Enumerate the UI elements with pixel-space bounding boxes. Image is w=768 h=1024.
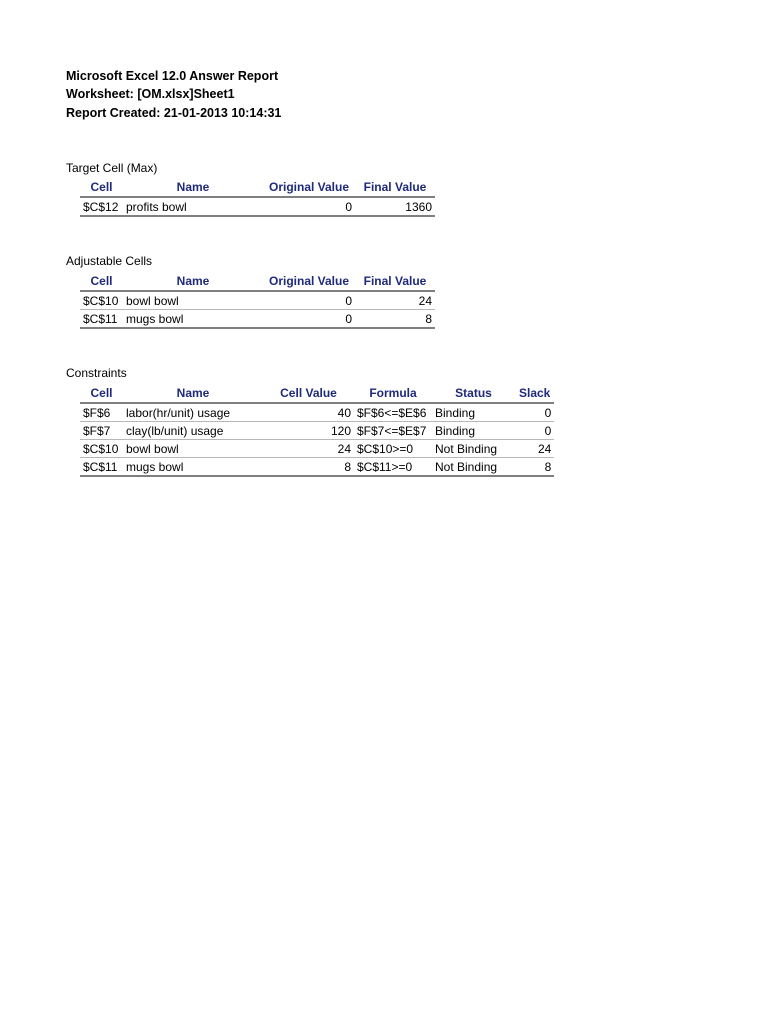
cell-value: 120 bbox=[263, 422, 354, 440]
table-row bbox=[80, 197, 435, 216]
column-header-name: Name bbox=[123, 272, 263, 291]
cell-ref: $F$7 bbox=[80, 422, 123, 440]
final-value: 8 bbox=[355, 310, 435, 329]
cell-value: 24 bbox=[263, 440, 354, 458]
table-row bbox=[80, 291, 435, 310]
column-header-final-value: Final Value bbox=[355, 178, 435, 197]
column-header-original-value: Original Value bbox=[263, 272, 355, 291]
cell-ref: $C$11 bbox=[80, 458, 123, 477]
table-header-row bbox=[80, 384, 554, 403]
original-value: 0 bbox=[263, 310, 355, 329]
column-header-cell: Cell bbox=[80, 178, 123, 197]
table-header-row bbox=[80, 178, 435, 197]
cell-name: bowl bowl bbox=[123, 291, 263, 310]
adjustable-cells-table bbox=[80, 272, 435, 329]
adjustable-cells-title: Adjustable Cells bbox=[66, 254, 153, 268]
cell-ref: $F$6 bbox=[80, 403, 123, 422]
status: Binding bbox=[432, 422, 515, 440]
target-cell-title: Target Cell (Max) bbox=[66, 161, 158, 175]
status: Binding bbox=[432, 403, 515, 422]
column-header-final-value: Final Value bbox=[355, 272, 435, 291]
slack: 0 bbox=[515, 422, 554, 440]
target-cell-table bbox=[80, 178, 435, 217]
column-header-slack: Slack bbox=[515, 384, 554, 403]
table-header-row bbox=[80, 272, 435, 291]
formula: $C$10>=0 bbox=[354, 440, 432, 458]
column-header-cell-value: Cell Value bbox=[263, 384, 354, 403]
cell-name: labor(hr/unit) usage bbox=[123, 403, 263, 422]
cell-name: profits bowl bbox=[123, 197, 263, 216]
formula: $F$7<=$E$7 bbox=[354, 422, 432, 440]
cell-ref: $C$12 bbox=[80, 197, 123, 216]
cell-name: clay(lb/unit) usage bbox=[123, 422, 263, 440]
slack: 0 bbox=[515, 403, 554, 422]
report-title: Microsoft Excel 12.0 Answer Report bbox=[66, 69, 279, 83]
status: Not Binding bbox=[432, 458, 515, 477]
column-header-name: Name bbox=[123, 178, 263, 197]
cell-ref: $C$10 bbox=[80, 440, 123, 458]
cell-name: mugs bowl bbox=[123, 310, 263, 329]
formula: $F$6<=$E$6 bbox=[354, 403, 432, 422]
table-row bbox=[80, 458, 554, 477]
constraints-table bbox=[80, 384, 554, 477]
original-value: 0 bbox=[263, 197, 355, 216]
final-value: 24 bbox=[355, 291, 435, 310]
formula: $C$11>=0 bbox=[354, 458, 432, 477]
cell-value: 40 bbox=[263, 403, 354, 422]
table-row bbox=[80, 403, 554, 422]
slack: 24 bbox=[515, 440, 554, 458]
column-header-original-value: Original Value bbox=[263, 178, 355, 197]
column-header-cell: Cell bbox=[80, 384, 123, 403]
worksheet-line: Worksheet: [OM.xlsx]Sheet1 bbox=[66, 87, 235, 101]
cell-value: 8 bbox=[263, 458, 354, 477]
column-header-cell: Cell bbox=[80, 272, 123, 291]
cell-name: bowl bowl bbox=[123, 440, 263, 458]
column-header-name: Name bbox=[123, 384, 263, 403]
final-value: 1360 bbox=[355, 197, 435, 216]
cell-ref: $C$10 bbox=[80, 291, 123, 310]
column-header-status: Status bbox=[432, 384, 515, 403]
constraints-title: Constraints bbox=[66, 366, 127, 380]
status: Not Binding bbox=[432, 440, 515, 458]
column-header-formula: Formula bbox=[354, 384, 432, 403]
table-row bbox=[80, 422, 554, 440]
cell-name: mugs bowl bbox=[123, 458, 263, 477]
report-created-line: Report Created: 21-01-2013 10:14:31 bbox=[66, 106, 282, 120]
table-row bbox=[80, 440, 554, 458]
table-row bbox=[80, 310, 435, 329]
original-value: 0 bbox=[263, 291, 355, 310]
slack: 8 bbox=[515, 458, 554, 477]
cell-ref: $C$11 bbox=[80, 310, 123, 329]
